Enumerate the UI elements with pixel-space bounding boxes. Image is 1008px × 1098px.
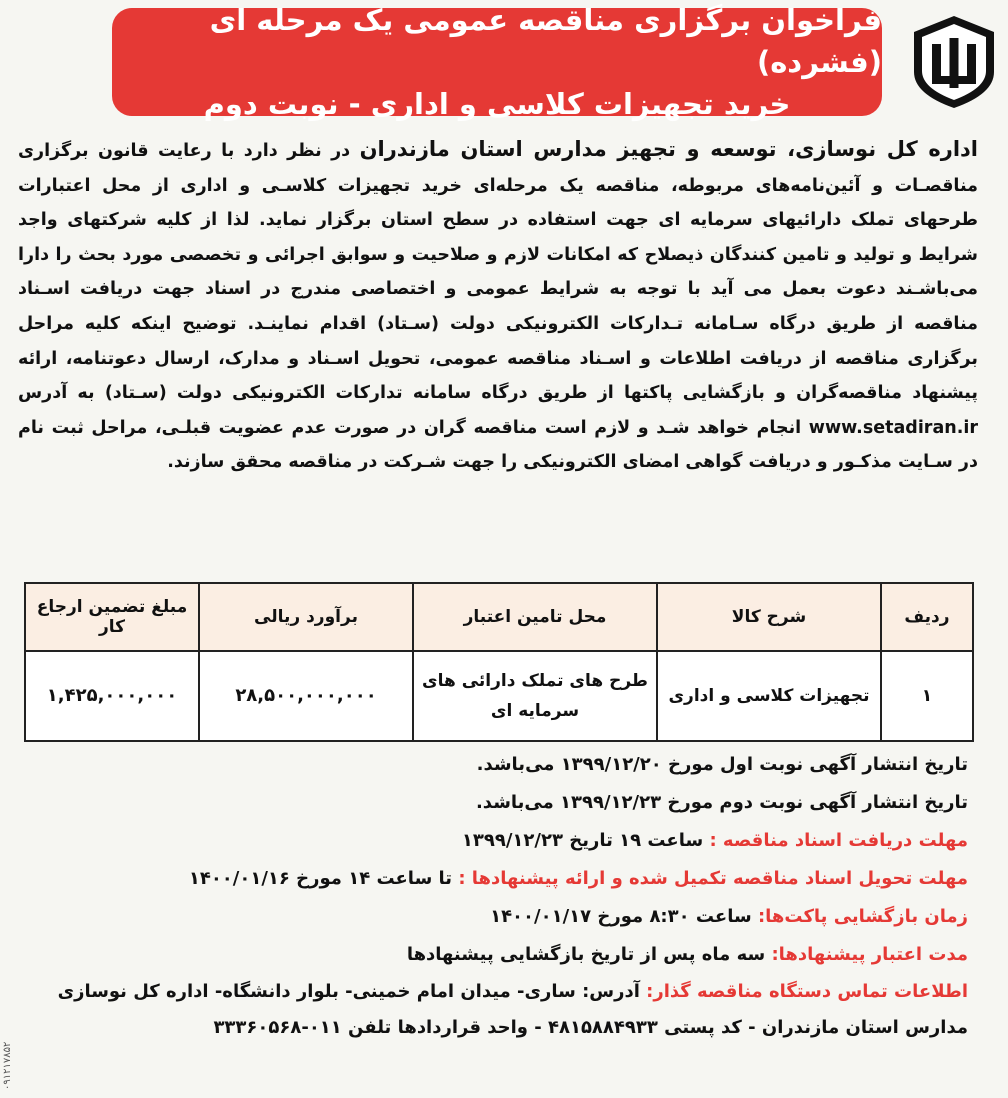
cell-guarantee: ۱,۴۲۵,۰۰۰,۰۰۰ [25,651,199,741]
table-header-row [25,583,973,651]
table-row [25,651,973,741]
submit-deadline [28,860,968,898]
submit-deadline-value: تا ساعت ۱۴ مورخ ۱۴۰۰/۰۱/۱۶ [188,868,459,889]
receive-deadline [28,822,968,860]
contact-label: اطلاعات تماس دستگاه مناقصه گذار: [646,981,968,1002]
submit-deadline-label: مهلت تحویل اسناد مناقصه تکمیل شده و ارائه پیشنهادها : [458,868,968,889]
cell-estimate: ۲۸,۵۰۰,۰۰۰,۰۰۰ [199,651,413,741]
notice-body [18,132,978,480]
body-lead: اداره کل نوسازی، توسعه و تجهیز مدارس استان مازندران [359,137,978,161]
contact-info-line-2: مدارس استان مازندران - کد پستی ۴۸۱۵۸۸۴۹۳۳ - واحد قراردادها تلفن ۰۱۱-۳۳۳۶۰۵۶۸ [213,1017,968,1038]
contact-info [28,974,968,1010]
tender-info [28,746,968,1046]
cell-row-number: ۱ [881,651,973,741]
side-note: ۰۹۱۲۱۷۸۵۲ [2,1041,13,1090]
opening-time [28,898,968,936]
bid-validity [28,936,968,974]
col-row-number: ردیف [881,583,973,651]
publish-date-first: تاریخ انتشار آگهی نوبت اول مورخ ۱۳۹۹/۱۲/۲۰ می‌باشد. [476,754,968,775]
bid-validity-value: سه ماه پس از تاریخ بازگشایی پیشنهادها [406,944,772,965]
col-funding-source: محل تامین اعتبار [413,583,657,651]
title-banner [112,3,882,121]
col-description: شرح کالا [657,583,881,651]
opening-time-label: زمان بازگشایی پاکت‌ها: [757,906,968,927]
publish-date-second: تاریخ انتشار آگهی نوبت دوم مورخ ۱۳۹۹/۱۲/۲۳ می‌باشد. [475,792,968,813]
contact-value: آدرس: ساری- میدان امام خمینی- بلوار دانشگاه- اداره کل نوسازی [57,981,647,1002]
ministry-logo-icon [910,14,998,110]
cell-description: تجهیزات کلاسی و اداری [657,651,881,741]
opening-time-value: ساعت ۸:۳۰ مورخ ۱۴۰۰/۰۱/۱۷ [490,906,758,927]
receive-deadline-label: مهلت دریافت اسناد مناقصه : [709,830,968,851]
cell-funding-source: طرح های تملک دارائی های سرمایه ای [413,651,657,741]
col-estimate: برآورد ریالی [199,583,413,651]
title-line-2: خرید تجهیزات کلاسی و اداری - نوبت دوم [203,87,791,121]
items-table [24,582,974,742]
bid-validity-label: مدت اعتبار پیشنهادها: [771,944,968,965]
body-text: در نظر دارد با رعایت قانون برگزاری مناقصـات و آئین‌نامه‌های مربوطه، مناقصه یک مرحله‌ای خرید تجهیزات کلاسـی و اداری از محل اعتبارات طرحهای تملک دارائیهای سرمایه ای جهت استفاده در سطح استان برگزار نماید. لذا از کلیه شرکتهای واجد شرایط و تولید و تامین کنندگان ذیصلاح که امکانات لازم و صلاحیت و سوابق اجرائی و تخصصی مورد بحث را دارا می‌باشـند دعوت بعمل می آید با توجه به شرایط عمومی و اختصاصی مندرج در اسناد جهت دریافت اسـناد مناقصه از طریق درگاه سـامانه تـدارکات الکترونیکی دولت (سـتاد) اقدام نماینـد. توضیح اینکه کلیه مراحل برگزاری مناقصه از دریافت اطلاعات و اسـناد مناقصه عمومی، تحویل اسـناد و مدارک، ارسال دعوتنامه، ارائه پیشنهاد مناقصه‌گران و بازگشایی پاکتها از طریق درگاه سامانه تدارکات الکترونیکی دولت (سـتاد) به آدرس www.setadiran.ir انجام خواهد شـد و لازم است مناقصه گران در صورت عدم عضویت قبلـی، مراحل ثبت نام در سـایت مذکـور و دریافت گواهی امضای الکترونیکی را جهت شـرکت در مناقصه محقق سازند. [18,141,978,473]
receive-deadline-value: ساعت ۱۹ تاریخ ۱۳۹۹/۱۲/۲۳ [461,830,710,851]
title-line-1: فراخوان برگزاری مناقصه عمومی یک مرحله ای (فشرده) [209,3,882,79]
col-guarantee: مبلغ تضمین ارجاع کار [25,583,199,651]
